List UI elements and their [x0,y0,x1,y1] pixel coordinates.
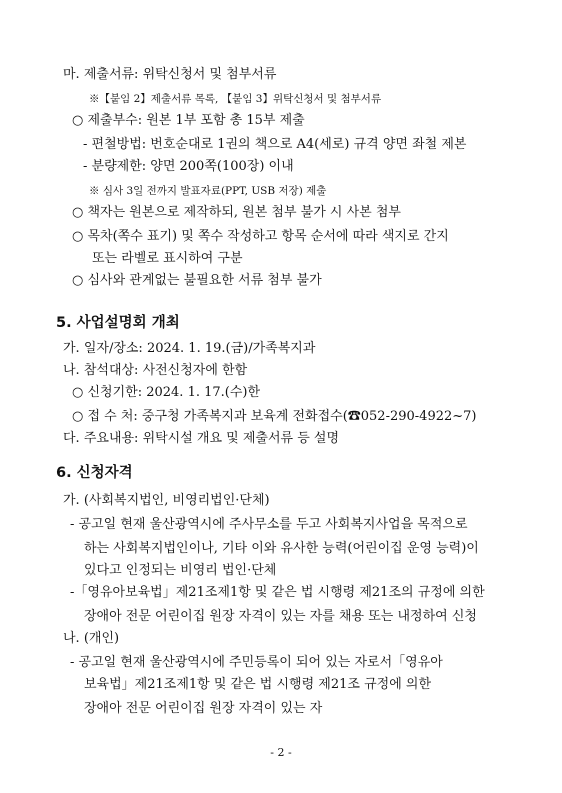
qualification-a1: - 공고일 현재 울산광역시에 주사무소를 두고 사회복지사업을 목적으로 [70,517,468,532]
qualification-a2-continued: 장애아 전문 어린이집 원장 자격이 있는 자를 채용 또는 내정하여 신청 [84,609,477,624]
section-6-heading: 6. 신청자격 [56,465,133,481]
binding-method: - 편철방법: 번호순대로 1권의 책으로 A4(세로) 규격 양면 좌철 제본 [83,137,467,152]
qualification-a2: -「영유아보육법」제21조제1항 및 같은 법 시행령 제21조의 규정에 의한 [70,585,485,600]
briefing-reception: ○ 접 수 처: 중구청 가족복지과 보육계 전화접수(☎052-290-4922~7) [72,409,477,424]
submission-copies: ○ 제출부수: 원본 1부 포함 총 15부 제출 [72,113,305,128]
volume-limit: - 분량제한: 양면 200쪽(100장) 이내 [83,159,294,174]
briefing-deadline: ○ 신청기한: 2024. 1. 17.(수)한 [72,385,261,400]
briefing-target: 나. 참석대상: 사전신청자에 한함 [63,363,248,378]
toc-rule: ○ 목차(쪽수 표기) 및 쪽수 작성하고 항목 순서에 따라 색지로 간지 [72,229,449,244]
qualification-a1-end: 있다고 인정되는 비영리 법인·단체 [84,563,277,578]
briefing-content: 다. 주요내용: 위탁시설 개요 및 제출서류 등 설명 [63,431,340,446]
toc-rule-continued: 또는 라벨로 표시하여 구분 [92,251,243,266]
unrelated-docs-rule: ○ 심사와 관계없는 불필요한 서류 첨부 불가 [72,273,322,288]
qualification-b1-end: 장애아 전문 어린이집 원장 자격이 있는 자 [84,701,323,716]
briefing-date-place: 가. 일자/장소: 2024. 1. 19.(금)/가족복지과 [63,341,316,356]
qualification-b-title: 나. (개인) [63,631,120,646]
section-5-heading: 5. 사업설명회 개최 [56,315,180,331]
page-number: - 2 - [270,746,292,759]
qualification-b1-continued: 보육법」제21조제1항 및 같은 법 시행령 제21조 규정에 의한 [84,677,431,692]
section-ma-title: 마. 제출서류: 위탁신청서 및 첨부서류 [63,67,277,82]
presentation-note: ※ 심사 3일 전까지 발표자료(PPT, USB 저장) 제출 [89,185,327,197]
qualification-b1: - 공고일 현재 울산광역시에 주민등록이 되어 있는 자로서「영유아 [70,655,443,670]
qualification-a-title: 가. (사회복지법인, 비영리법인·단체) [63,493,270,508]
attachment-note: ※【붙임 2】제출서류 목록, 【붙임 3】위탁신청서 및 첨부서류 [89,93,382,105]
qualification-a1-continued: 하는 사회복지법인이나, 기타 이와 유사한 능력(어린이집 운영 능력)이 [84,541,479,556]
booklet-rule: ○ 책자는 원본으로 제작하되, 원본 첨부 불가 시 사본 첨부 [72,205,401,220]
